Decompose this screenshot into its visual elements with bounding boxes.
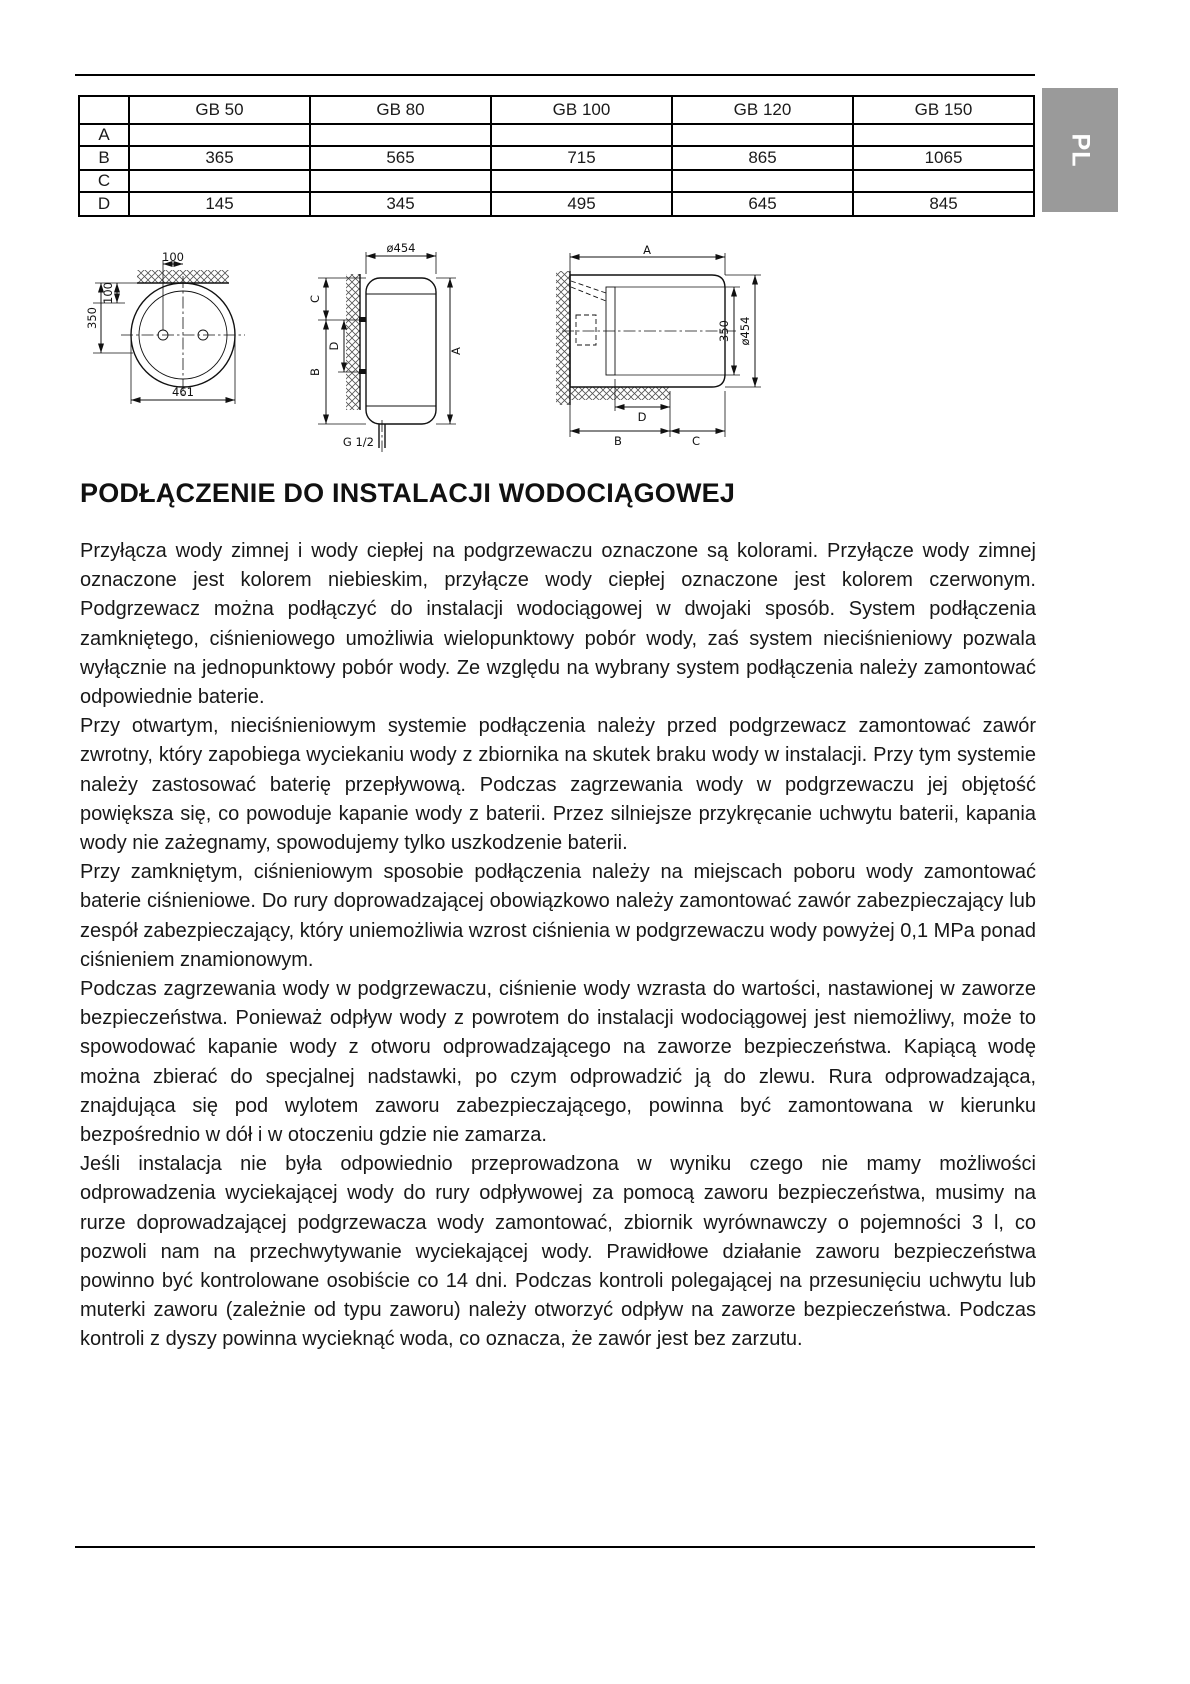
dim-label: 350 bbox=[85, 307, 99, 329]
table-row-c bbox=[79, 170, 1034, 192]
language-tab-label: PL bbox=[1066, 133, 1095, 167]
dim-label: 100 bbox=[162, 250, 184, 264]
dim-label: D bbox=[327, 341, 341, 351]
dim-label: 100 bbox=[101, 282, 115, 304]
body-text bbox=[80, 537, 1036, 1355]
dim-diameter bbox=[366, 241, 436, 274]
cell: 145 bbox=[129, 192, 310, 216]
dim-top-offset bbox=[162, 250, 184, 330]
cell: 365 bbox=[129, 146, 310, 170]
paragraph-4: Podczas zagrzewania wody w podgrzewaczu, ciśnienie wody wzrasta do wartości, nastawionej w zaworze bezpieczeństwa. Ponieważ odpływ wody z powrotem do instalacji wodociągowej jest niemożliwy, może to spowodować kapanie wody z otworu odprowadzającego na zaworze bezpieczeństwa. Kapiącą wodę można zbierać do specjalnej nadstawki, po czym odprowadzić ją do zlewu. Rura odprowadzająca, znajdująca się pod wylotem zaworu zabezpieczającego, powinna być zamontowana w kierunku bezpośrednio w dół i w otoczeniu gdzie nie zamarza. bbox=[80, 978, 1036, 1147]
mount-bracket-lower bbox=[359, 369, 366, 374]
cell: 845 bbox=[853, 192, 1034, 216]
col-header-gb50: GB 50 bbox=[129, 96, 310, 124]
col-header-gb80: GB 80 bbox=[310, 96, 491, 124]
cell: 865 bbox=[672, 146, 853, 170]
cell: 345 bbox=[310, 192, 491, 216]
row-label: C bbox=[79, 170, 129, 192]
table-row-b bbox=[79, 146, 1034, 170]
dim-b bbox=[570, 405, 670, 448]
row-label: B bbox=[79, 146, 129, 170]
table-header-row bbox=[79, 96, 1034, 124]
cell bbox=[491, 170, 672, 192]
paragraph-5: Jeśli instalacja nie była odpowiednio przeprowadzona w wyniku czego nie mamy możliwości odprowadzenia wyciekającej wody do rury odpływowej za pomocą zaworu bezpieczeństwa, musimy na rurze doprowadzającej podgrzewacza wody zamontować, zbiornik wyrównawczy o pojemności 3 l, co pozwoli nam na przechwytywanie wyciekającej wody. Prawidłowe działanie zaworu bezpieczeństwa powinno być kontrolowane osobiście co 14 dni. Podczas kontroli polegającej na przesunięciu uchwytu lub muterki zaworu (zależnie od typu zaworu) należy otworzyć odpływ na zaworze bezpieczeństwa. Podczas kontroli z dyszy powinna wycieknąć woda, co oznacza, że zawór jest bez zarzutu. bbox=[80, 1153, 1036, 1351]
dim-label: B bbox=[308, 368, 322, 376]
dim-label: D bbox=[637, 410, 647, 424]
paragraph-1: Przyłącza wody zimnej i wody ciepłej na podgrzewaczu oznaczone są kolorami. Przyłącze wody zimnej oznaczone jest kolorem niebieskim, przyłącze wody ciepłej oznaczone jest kolorem czerwonym. Podgrzewacz można podłączyć do instalacji wodociągowej w dwojaki sposób. System podłączenia zamkniętego, ciśnieniowego umożliwia wielopunktowy pobór wody, zaś system nieciśnieniowy pozwala wyłącznie na jednopunktowy pobór wody. Ze względu na wybrany system podłączenia należy zamontować odpowiednie baterie. bbox=[80, 540, 1036, 709]
cell bbox=[310, 170, 491, 192]
paragraph-2: Przy otwartym, nieciśnieniowym systemie podłączenia należy przed podgrzewacz zamontować zawór zwrotny, który zapobiega wyciekaniu wody z zbiornika na skutek braku wody w instalacji. Przy tym systemie należy zastosować baterię przepływową. Podczas zagrzewania wody w podgrzewaczu jej objętość powiększa się, co powoduje kapanie wody z baterii. Przez silniejsze przykręcanie uchwytu baterii, kapania wody nie zażegnamy, spowodujemy tylko uszkodzenie baterii. bbox=[80, 715, 1036, 855]
thread-label: G 1/2 bbox=[342, 435, 374, 449]
language-tab bbox=[1042, 88, 1118, 212]
row-label: D bbox=[79, 192, 129, 216]
table-row-a bbox=[79, 124, 1034, 146]
table-row-d bbox=[79, 192, 1034, 216]
col-header-gb100: GB 100 bbox=[491, 96, 672, 124]
row-label: A bbox=[79, 124, 129, 146]
diagram-horizontal-view bbox=[540, 243, 765, 448]
section-heading: PODŁĄCZENIE DO INSTALACJI WODOCIĄGOWEJ bbox=[80, 478, 736, 508]
cell bbox=[129, 170, 310, 192]
top-rule bbox=[75, 74, 1035, 76]
paragraph-3: Przy zamkniętym, ciśnieniowym sposobie podłączenia należy na miejscach poboru wody zamontować baterie ciśnieniowe. Do rury doprowadzającej obowiązkowo należy zamontować zawór zabezpieczający lub zespół zabezpieczający, który uniemożliwia wzrost ciśnienia w podgrzewaczu wody powyżej 0,1 MPa ponad ciśnieniem znamionowym. bbox=[80, 861, 1036, 971]
wall-hatch bbox=[346, 274, 360, 410]
dimensions-table bbox=[78, 95, 1035, 217]
dim-label: ø454 bbox=[386, 241, 416, 255]
mount-bracket-upper bbox=[359, 317, 366, 322]
cell: 715 bbox=[491, 146, 672, 170]
dim-label: A bbox=[449, 347, 463, 355]
dim-label: 350 bbox=[717, 320, 731, 342]
cell bbox=[853, 124, 1034, 146]
cell bbox=[129, 124, 310, 146]
cell bbox=[491, 124, 672, 146]
cell: 1065 bbox=[853, 146, 1034, 170]
col-header-gb150: GB 150 bbox=[853, 96, 1034, 124]
floor-hatch bbox=[570, 387, 670, 400]
cell bbox=[672, 170, 853, 192]
heating-element bbox=[576, 315, 596, 345]
tank-body bbox=[366, 278, 436, 424]
diagram-top-view bbox=[85, 252, 265, 414]
bottom-rule bbox=[75, 1546, 1035, 1548]
dim-label: C bbox=[308, 294, 322, 304]
cell bbox=[310, 124, 491, 146]
dim-left-offset bbox=[93, 282, 125, 304]
cell: 645 bbox=[672, 192, 853, 216]
dim-c bbox=[670, 391, 725, 448]
dim-label: 461 bbox=[172, 385, 194, 399]
dim-label: C bbox=[691, 434, 701, 448]
cell bbox=[853, 170, 1034, 192]
col-header-gb120: GB 120 bbox=[672, 96, 853, 124]
table-corner-cell bbox=[79, 96, 129, 124]
cell: 495 bbox=[491, 192, 672, 216]
dim-label: A bbox=[643, 243, 651, 257]
diagram-side-view bbox=[282, 240, 477, 455]
cell bbox=[672, 124, 853, 146]
cell: 565 bbox=[310, 146, 491, 170]
dim-a bbox=[436, 278, 463, 424]
dim-label: B bbox=[614, 434, 622, 448]
wall-hatch bbox=[556, 271, 570, 405]
dim-label: ø454 bbox=[738, 316, 752, 346]
dim-a bbox=[570, 243, 725, 275]
